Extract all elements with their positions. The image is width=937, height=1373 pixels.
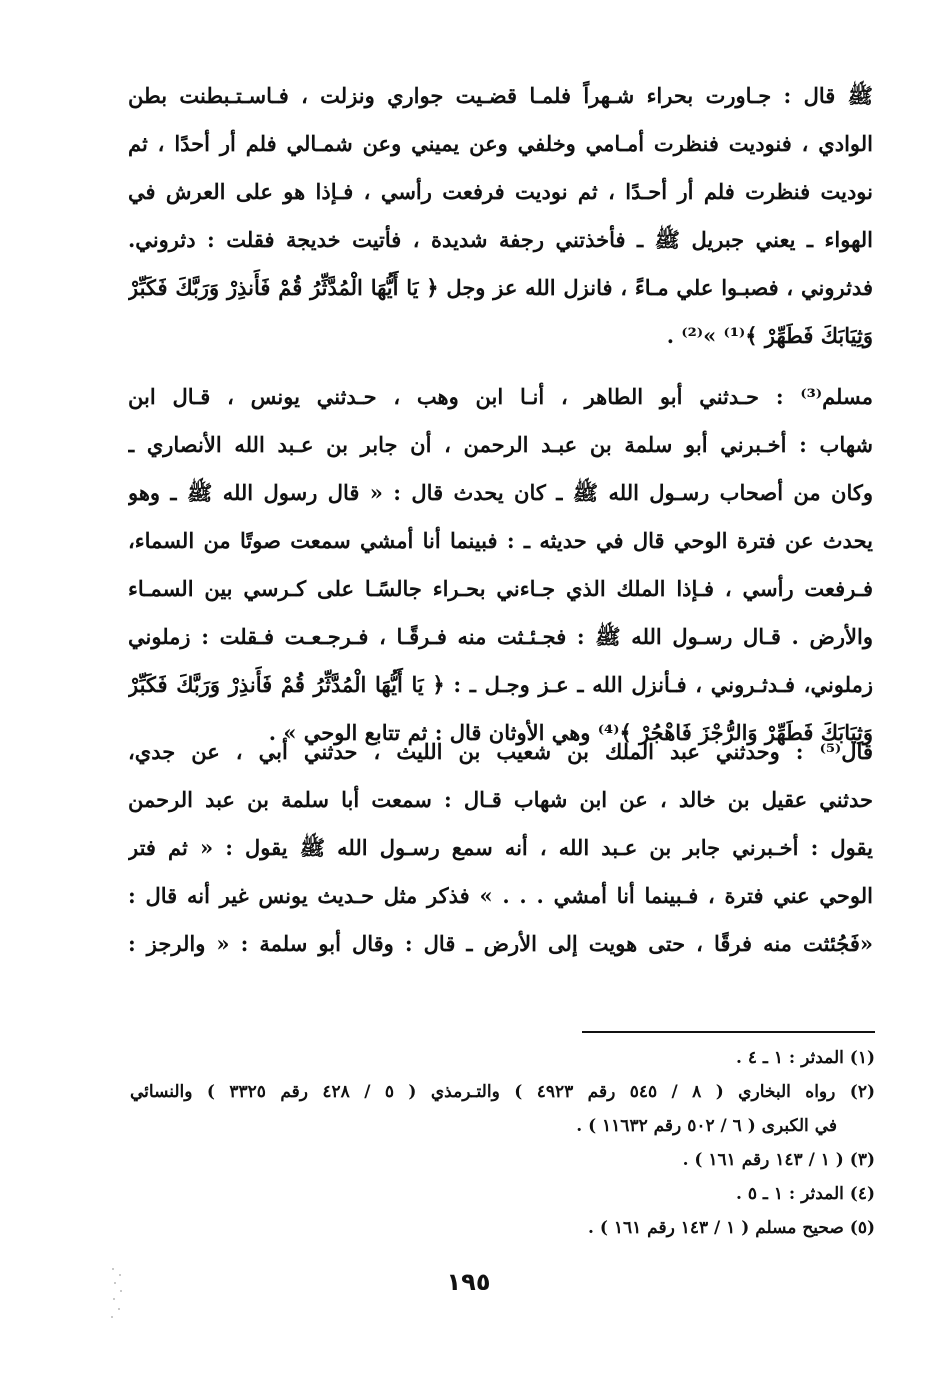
text-line: يحدث عن فترة الوحي قال في حديثه ـ : فبينما أنا أمشي سمعت صوتًا من السماء،	[128, 528, 873, 553]
text-line: ﷺ قال : جـاورت بحراء شـهراً فلمـا قضـيت جواري ونزلت ، فـاسـتـبطنت بطن	[128, 83, 873, 108]
footnote-2: (٢) رواه البخاري ( ٨ / ٥٤٥ رقم ٤٩٢٣ ) والتـرمذي ( ٥ / ٤٢٨ رقم ٣٣٢٥ ) والنسائي	[130, 1082, 875, 1102]
text-line: شهاب : أخـبرني أبو سلمة بن عبـد الرحمن ، أن جابر بن عـبد الله الأنصاري ـ	[128, 432, 873, 457]
text-line: وَثِيَابَكَ فَطَهِّرْ ﴾⁽¹⁾ »⁽²⁾ .	[666, 323, 873, 348]
text-line: الهواء ـ يعني جبريل ﷺ ـ فأخذتني رجفة شديدة ، فأتيت خديجة فقلت : دثروني.	[128, 227, 873, 252]
text-line: زملوني، فـدثـروني ، فـأنزل الله ـ عـز وجـل ـ : ﴿ يَا أَيُّهَا الْمُدَّثِّرُ قُمْ فَأَنذِرْ وَرَبَّكَ فَكَبِّرْ	[128, 672, 873, 697]
footnote-2-continuation: في الكبرى ( ٦ / ٥٠٢ رقم ١١٦٣٢ ) .	[576, 1116, 837, 1136]
footnote-1: (١) المدثر : ١ ـ ٤ .	[736, 1048, 875, 1068]
text-line: فدثروني ، فصبـوا علي مـاءً ، فانزل الله عز وجل ﴿ يَا أَيُّهَا الْمُدَّثِّرُ قُمْ فَأَنذِرْ وَرَبَّكَ فَكَبِّرْ	[128, 275, 873, 300]
text-line: قال⁽⁵⁾ : وحدثني عبد الملك بن شعيب بن الليث ، حدثني أبي ، عن جدي،	[128, 739, 873, 764]
footnotes	[130, 1041, 875, 1245]
paragraph-second-chain	[128, 728, 873, 968]
text-line: مسلم⁽³⁾ : حـدثني أبو الطاهر ، أنـا ابن وهب ، حـدثني يونس ، قـال ابن	[128, 384, 873, 409]
scan-artifact	[110, 1264, 124, 1324]
text-line: الوحي عني فترة ، فـبينما أنا أمشي . . . » فذكر مثل حـديث يونس غير أنه قال :	[128, 883, 873, 908]
text-line: فـرفعت رأسي ، فـإذا الملك الذي جـاءني بحـراء جالسًـا على كـرسي بين السمـاء	[128, 576, 873, 601]
page-number: ١٩٥	[446, 1268, 491, 1296]
text-line: «فَجُئثت منه فرقًا ، حتى هويت إلى الأرض ـ قال : وقال أبو سلمة : « والرجز :	[128, 931, 873, 956]
footnote-separator	[582, 1031, 875, 1033]
text-line: والأرض . قـال رسـول الله ﷺ : فجـئـثت منه فـرقًـا ، فـرجـعـت فـقلت : زملوني	[128, 624, 873, 649]
text-line: حدثني عقيل بن خالد ، عن ابن شهاب قـال : سمعت أبا سلمة بن عبد الرحمن	[128, 787, 873, 812]
text-line: نوديت فنظرت فلم أر أحـدًا ، ثم نوديت فرفعت رأسي ، فـإذا هو على العرش في	[128, 179, 873, 204]
text-line: وكان من أصحاب رسـول الله ﷺ ـ كان يحدث قال : « قال رسول الله ﷺ ـ وهو	[128, 480, 873, 505]
text-line: وَثِيَابَكَ فَطَهِّرْ وَالرُّجْزَ فَاهْجُرْ ﴾⁽⁴⁾ وهي الأوثان قال : ثم تتابع الوحي » .	[268, 720, 873, 745]
footnote-4: (٤) المدثر : ١ ـ ٥ .	[736, 1184, 875, 1204]
paragraph-hadith-continuation	[128, 72, 873, 360]
paragraph-muslim-narration	[128, 373, 873, 757]
footnote-3: (٣) ( ١ / ١٤٣ رقم ١٦١ ) .	[682, 1150, 875, 1170]
text-line: الوادي ، فنوديت فنظرت أمـامي وخلفي وعن يميني وعن شمـالي فلم أر أحدًا ، ثم	[128, 131, 873, 156]
footnote-5: (٥) صحيح مسلم ( ١ / ١٤٣ رقم ١٦١ ) .	[588, 1218, 875, 1238]
text-line: يقول : أخـبرني جابر بن عـبد الله ، أنه سمع رسـول الله ﷺ يقول : « ثم فتر	[128, 835, 873, 860]
